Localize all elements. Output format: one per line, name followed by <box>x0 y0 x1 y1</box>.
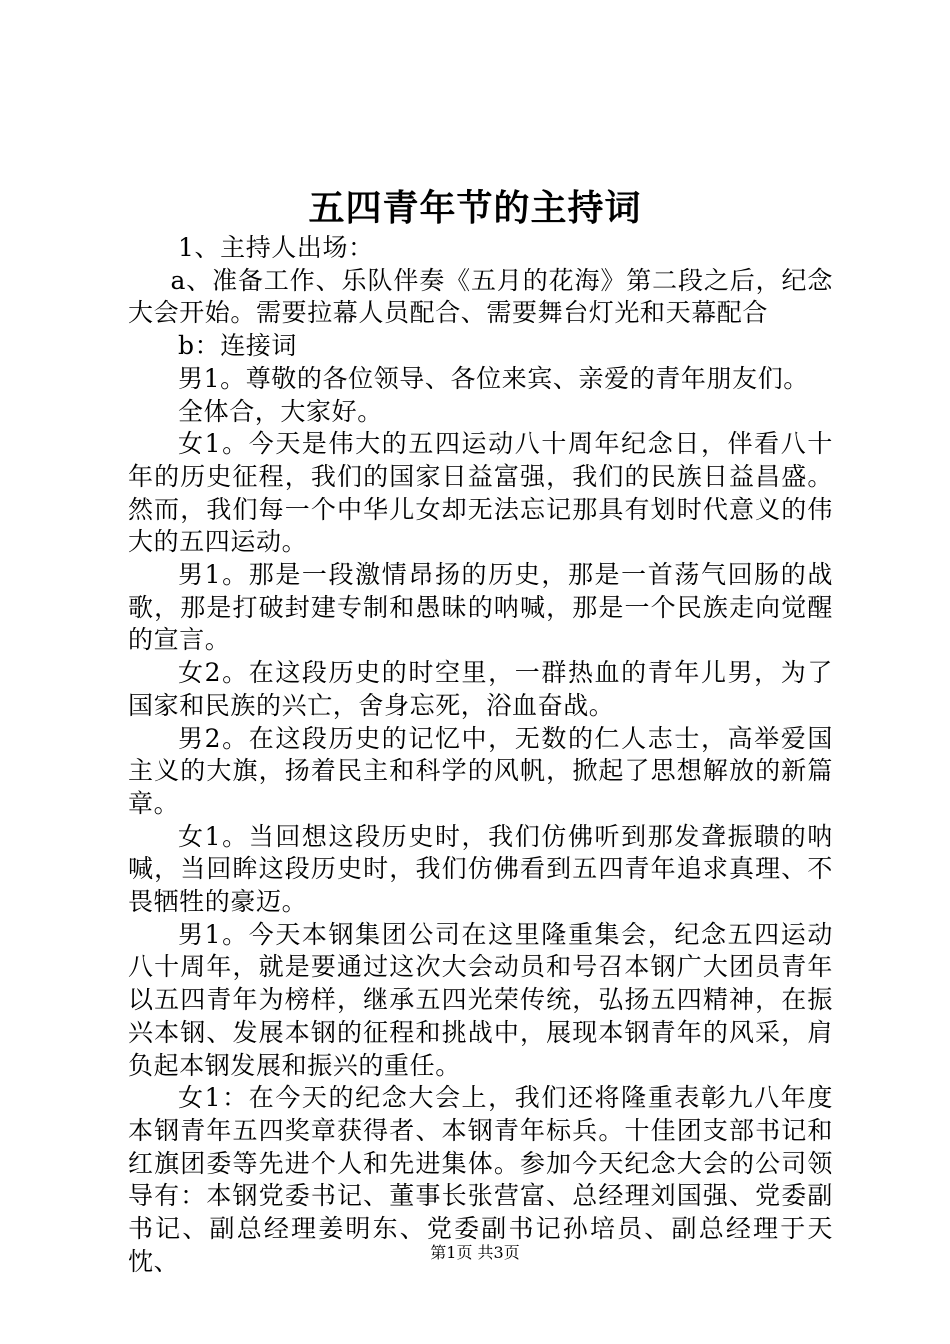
paragraph-male2-memory: 男2。在这段历史的记忆中，无数的仁人志士，高举爱国主义的大旗，扬着民主和科学的风帆，掀起了思想解放的新篇章。 <box>128 723 833 818</box>
paragraph-all-together: 全体合，大家好。 <box>178 396 383 426</box>
paragraph-male1-gathering: 男1。今天本钢集团公司在这里隆重集会，纪念五四运动八十周年，就是要通过这次大会动员和号召本钢广大团员青年以五四青年为榜样，继承五四光荣传统，弘扬五四精神，在振兴本钢、发展本钢的征程和挑战中，展现本钢青年的风采，肩负起本钢发展和振兴的重任。 <box>128 919 833 1080</box>
document-title: 五四青年节的主持词 <box>308 187 642 229</box>
paragraph-male1-history: 男1。那是一段激情昂扬的历史，那是一首荡气回肠的战歌，那是打破封建专制和愚昧的呐喊，那是一个民族走向觉醒的宣言。 <box>128 560 833 655</box>
paragraph-male1-greeting: 男1。尊敬的各位领导、各位来宾、亲爱的青年朋友们。 <box>178 363 809 393</box>
paragraph-female1-recall: 女1。当回想这段历史时，我们仿佛听到那发聋振聩的呐喊，当回眸这段历史时，我们仿佛看到五四青年追求真理、不畏牺牲的豪迈。 <box>128 821 833 917</box>
paragraph-female2-youth: 女2。在这段历史的时空里，一群热血的青年儿男，为了国家和民族的兴亡，舍身忘死，浴血奋战。 <box>128 658 833 720</box>
page-footer: 第1页 共3页 <box>430 1243 520 1262</box>
paragraph-preparation: a、准备工作、乐队伴奏《五月的花海》第二段之后，纪念大会开始。需要拉幕人员配合、需要舞台灯光和天幕配合 <box>128 265 833 328</box>
document-body <box>128 232 833 1279</box>
paragraph-connecting-words: b：连接词 <box>178 331 298 361</box>
paragraph-female1-anniversary: 女1。今天是伟大的五四运动八十周年纪念日，伴看八十年的历史征程，我们的国家日益富强，我们的民族日益昌盛。然而，我们每一个中华儿女却无法忘记那具有划时代意义的伟大的五四运动。 <box>128 429 833 557</box>
paragraph-host-entrance: 1、主持人出场： <box>178 233 374 262</box>
paragraph-female1-commendation: 女1：在今天的纪念大会上，我们还将隆重表彰九八年度本钢青年五四奖章获得者、本钢青年标兵。十佳团支部书记和红旗团委等先进个人和先进集体。参加今天纪念大会的公司领导有：本钢党委书记、董事长张营富、总经理刘国强、党委副书记、副总经理姜明东、党委副书记孙培员、副总经理于天忱、 <box>128 1083 833 1276</box>
